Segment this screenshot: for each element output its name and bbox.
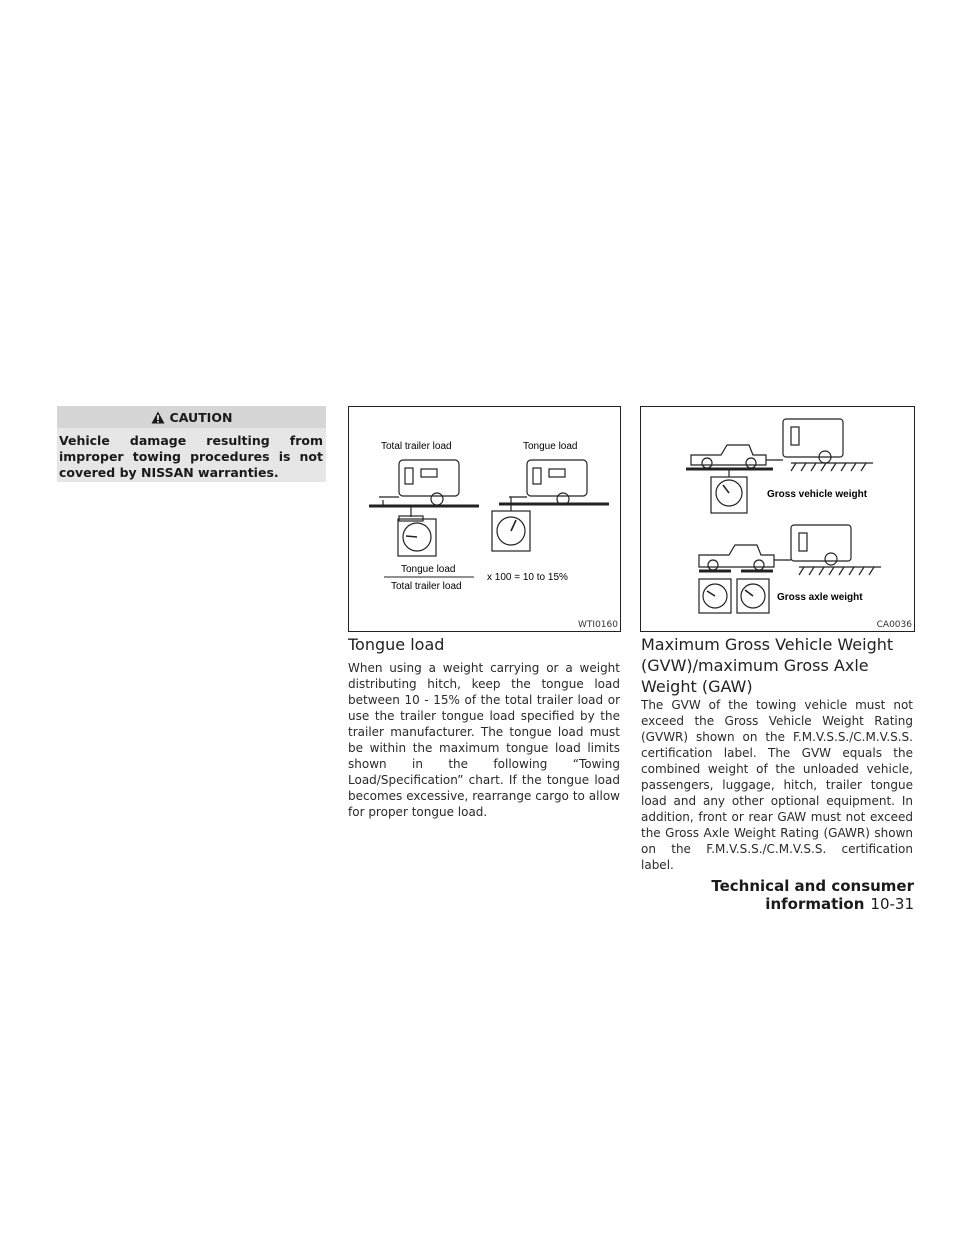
trailer-right [499,460,609,511]
scale-gaw-front [699,579,731,613]
caution-title: CAUTION [169,409,233,425]
truck-top [686,419,873,477]
footer-section-title: Technical and consumer information [711,877,914,913]
gvw-text: The GVW of the towing vehicle must not exceed the Gross Vehicle Weight Rating (GVWR) shown on the F.M.V.S.S./C.M.V.S.S. certification label. The GVW equals the combined weight of the unloaded vehicle, passengers, luggage, hitch, trailer tongue load and any other optional equipment. In addition, front or rear GAW must not exceed the Gross Axle Weight Rating (GAWR) shown on the F.M.V.S.S./C.M.V.S.S. certification label. [641,698,913,872]
caution-header [57,406,326,428]
scale-right [492,511,530,551]
figure-code: CA0036 [876,620,912,630]
caution-box [57,406,326,482]
formula-denominator: Total trailer load [391,581,462,592]
scale-gvw [711,477,747,513]
page-number: 10-31 [870,895,914,913]
tongue-load-label: Tongue load [523,441,578,452]
tongue-load-heading: Tongue load [348,635,445,654]
caution-text: Vehicle damage resulting from improper towing procedures is not covered by NISSAN warranties. [59,433,323,480]
gvw-label: Gross vehicle weight [767,489,868,500]
gvw-heading: Maximum Gross Vehicle Weight (GVW)/maximum Gross Axle Weight (GAW) [641,635,894,696]
formula-result: x 100 = 10 to 15% [487,572,568,583]
gaw-label: Gross axle weight [777,592,863,603]
warning-icon [151,411,165,424]
page-footer [620,877,914,913]
scale-gaw-rear [737,579,769,613]
tongue-load-diagram [349,407,620,631]
gross-weight-diagram [641,407,914,631]
scale-left [398,519,436,556]
tongue-load-figure [348,406,621,632]
truck-bottom [699,525,881,575]
gross-weight-figure [640,406,915,632]
total-trailer-load-label: Total trailer load [381,441,452,452]
tongue-load-text: When using a weight carrying or a weight distributing hitch, keep the tongue load between 10 - 15% of the total trailer load or use the trailer tongue load specified by the trailer manufacturer. The tongue load must be within the maximum tongue load limits shown in the following “Towing Load/Specification” chart. If the tongue load becomes excessive, rearrange cargo to allow for proper tongue load. [348,661,620,819]
figure-code: WTI0160 [578,620,618,630]
trailer-left [369,460,479,521]
formula-numerator: Tongue load [401,564,456,575]
